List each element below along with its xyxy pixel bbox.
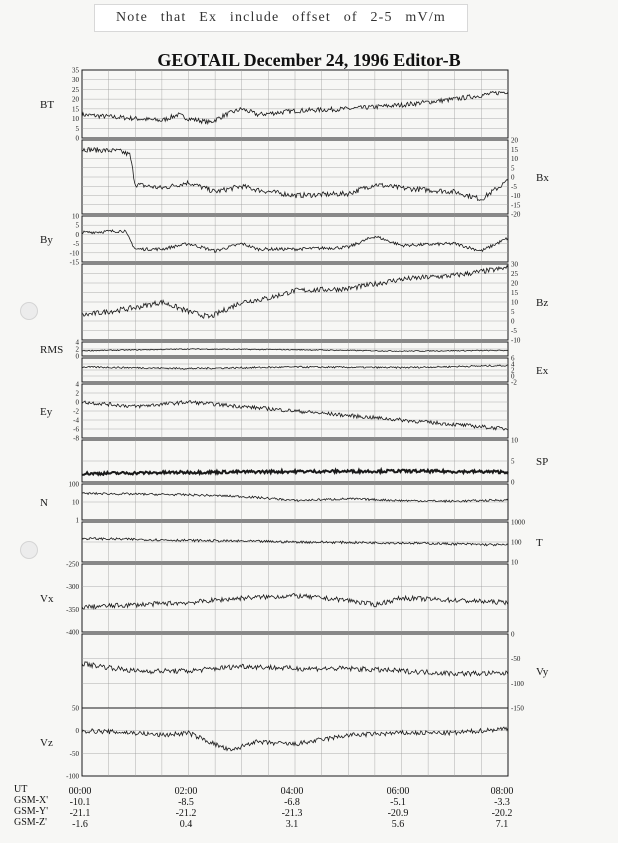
tick-label-bz: 15	[511, 289, 518, 297]
tick-label-bx: -5	[511, 182, 517, 191]
gsm-y-value: -21.2	[175, 808, 197, 819]
tick-label-ey: 2	[75, 389, 79, 398]
footer-label-gsm-x: GSM-X'	[14, 795, 49, 806]
footer-label-gsm-y: GSM-Y'	[14, 806, 49, 817]
tick-label-bt: 0	[75, 134, 79, 143]
tick-label-rms: 2	[75, 345, 79, 354]
tick-label-bt: 20	[72, 95, 79, 104]
panel-label-sp: SP	[536, 456, 549, 468]
tick-label-bz: 0	[511, 317, 515, 326]
gsm-z-value: -1.6	[72, 819, 88, 830]
tick-label-vx: -350	[66, 605, 79, 614]
tick-label-by: 5	[75, 221, 79, 230]
tick-label-bx: -15	[511, 201, 521, 210]
tick-label-rms: 4	[75, 338, 79, 347]
footer-label-ut: UT	[14, 784, 28, 795]
tick-label-bx: 0	[511, 173, 515, 182]
tick-label-ex: 4	[511, 360, 515, 369]
note-text: Note that Ex include offset of 2-5 mV/m	[116, 10, 446, 25]
tick-label-ey: 4	[75, 380, 79, 389]
tick-label-ey: -6	[73, 425, 79, 434]
gsm-y-value: -20.2	[491, 808, 513, 819]
tick-label-bx: -10	[511, 192, 521, 200]
tick-label-ex: 6	[511, 354, 515, 363]
tick-label-vy: -50	[511, 655, 521, 664]
panel-label-ex: Ex	[536, 365, 549, 377]
tick-label-ey: 0	[75, 398, 79, 407]
panel-label-by: By	[40, 234, 53, 246]
tick-label-t: 100	[511, 538, 522, 547]
tick-label-bt: 10	[72, 115, 79, 124]
tick-label-bz: -10	[511, 336, 521, 345]
tick-label-bx: 5	[511, 164, 515, 173]
ut-value: 06:00	[386, 786, 410, 797]
tick-label-bz: 5	[511, 308, 515, 316]
tick-label-vy: -100	[511, 679, 524, 688]
panel-label-bt: BT	[40, 99, 55, 111]
tick-label-bx: 15	[511, 145, 518, 154]
panel-label-rms: RMS	[40, 344, 64, 356]
tick-label-rms: 0	[75, 352, 79, 361]
gsm-x-value: -10.1	[69, 797, 91, 808]
ut-value: 00:00	[68, 786, 92, 797]
tick-label-bz: 20	[511, 279, 518, 288]
footer-column-0200	[156, 786, 216, 830]
ut-value: 02:00	[174, 786, 198, 797]
chart-title: GEOTAIL December 24, 1996 Editor-B	[157, 50, 461, 70]
tick-label-bx: 20	[511, 136, 518, 145]
tick-label-sp: 0	[511, 478, 515, 487]
panel-label-bz: Bz	[536, 297, 549, 309]
tick-label-bx: 10	[511, 155, 518, 163]
tick-label-vz: 0	[75, 727, 79, 736]
footer-column-0400	[262, 786, 322, 830]
tick-label-bz: 25	[511, 270, 518, 278]
gsm-x-value: -3.3	[494, 797, 510, 808]
panel-label-vx: Vx	[40, 593, 54, 605]
tick-label-bz: 30	[511, 260, 518, 269]
tick-label-sp: 10	[511, 436, 518, 445]
tick-label-vz: 50	[72, 704, 79, 713]
panel-label-t: T	[536, 537, 543, 549]
tick-label-n: 1	[75, 516, 79, 525]
panel-label-n: N	[40, 497, 48, 509]
footer-column-0600	[368, 786, 428, 830]
panel-label-vy: Vy	[536, 666, 549, 678]
time-axis-footer	[0, 780, 618, 840]
tick-label-bt: 25	[72, 85, 79, 94]
tick-label-ey: -8	[73, 434, 79, 443]
tick-label-vz: -50	[69, 749, 79, 758]
tick-label-vz: -100	[66, 772, 79, 781]
footer-label-gsm-z: GSM-Z'	[14, 817, 47, 828]
gsm-x-value: -8.5	[178, 797, 194, 808]
tick-label-by: -10	[69, 249, 79, 258]
tick-label-ex: -2	[511, 378, 517, 387]
tick-label-vx: -250	[66, 560, 79, 569]
gsm-y-value: -20.9	[387, 808, 409, 819]
tick-label-bt: 30	[72, 76, 79, 85]
ut-value: 08:00	[490, 786, 514, 797]
tick-label-by: 10	[72, 212, 79, 221]
footer-column-0000	[50, 786, 110, 830]
gsm-x-value: -5.1	[390, 797, 406, 808]
gsm-z-value: 7.1	[495, 819, 509, 830]
tick-label-bt: 35	[72, 66, 79, 75]
tick-label-by: -15	[69, 258, 79, 267]
tick-label-vy: -150	[511, 704, 524, 713]
gsm-z-value: 0.4	[179, 819, 193, 830]
tick-label-bx: -20	[511, 210, 521, 219]
tick-label-bt: 15	[72, 105, 79, 114]
tick-label-ex: 2	[511, 366, 515, 375]
tick-label-t: 1000	[511, 518, 525, 527]
panel-label-vz: Vz	[40, 737, 53, 749]
gsm-x-value: -6.8	[284, 797, 300, 808]
tick-label-by: 0	[75, 230, 79, 239]
gsm-z-value: 5.6	[391, 819, 405, 830]
panel-label-ey: Ey	[40, 406, 53, 418]
tick-label-bz: 10	[511, 298, 518, 307]
tick-label-vy: 0	[511, 630, 515, 639]
gsm-z-value: 3.1	[285, 819, 299, 830]
tick-label-n: 10	[72, 498, 79, 507]
footer-column-0800	[472, 786, 532, 830]
panel-label-bx: Bx	[536, 172, 549, 184]
tick-label-t: 10	[511, 558, 518, 567]
gsm-y-value: -21.1	[69, 808, 91, 819]
gsm-y-value: -21.3	[281, 808, 303, 819]
tick-label-ex: 0	[511, 372, 515, 381]
tick-label-vx: -300	[66, 583, 79, 592]
tick-label-ey: -4	[73, 416, 79, 425]
tick-label-by: -5	[73, 240, 79, 249]
tick-label-bt: 5	[75, 124, 79, 133]
tick-label-vx: -400	[66, 628, 79, 637]
ut-value: 04:00	[280, 786, 304, 797]
tick-label-ey: -2	[73, 407, 79, 416]
tick-label-bz: -5	[511, 327, 517, 335]
tick-label-n: 100	[68, 480, 79, 489]
tick-label-sp: 5	[511, 457, 515, 466]
